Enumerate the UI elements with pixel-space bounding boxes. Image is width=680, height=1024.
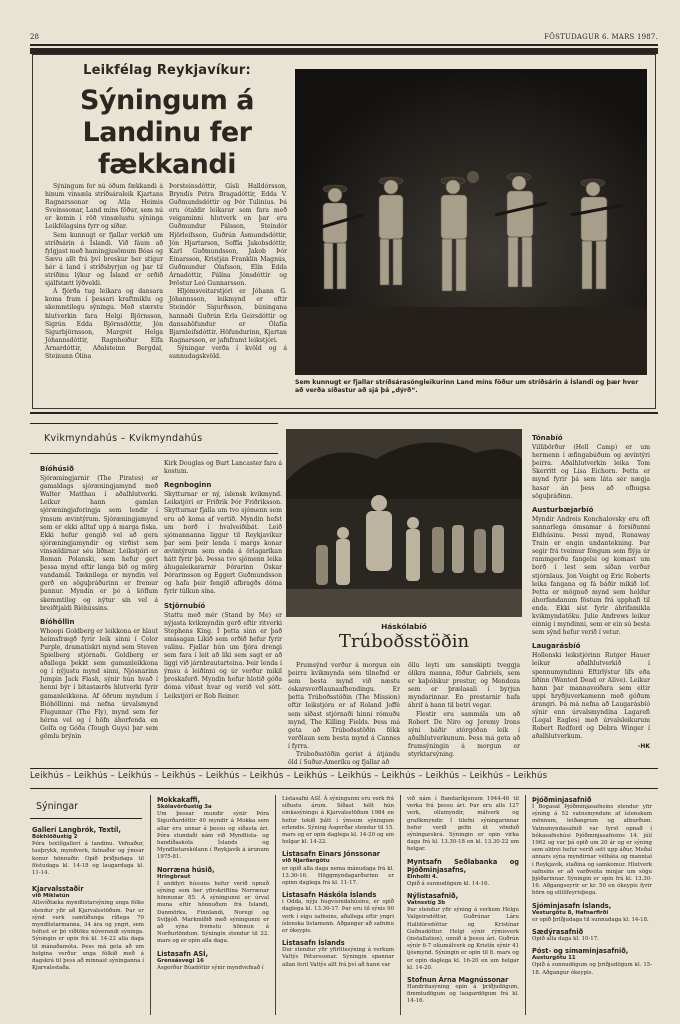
listing-address: Einholti 4. xyxy=(407,873,438,880)
listing-text: Listasafni ASÍ. Á sýningunni eru verk frá síðustu árum. Síðast hélt hún einkasýningu á Kjarvalsstöðum 1984 en hefur tekið þátt í ýmsum sýningum erlendis. Sýning Ásgerðar stendur til 15. mars og er opin daglega kl. 14-20 og um helgar kl. 14-22. xyxy=(282,796,394,846)
cinema-text: Villibörður (Hell Camp) er um hermenn í æfingabúðum og ævintýri þeirra. Aðalhlutverkin leika Tom Skerritt og Lisa Eichorn. Þetta er mynd fyrir þá sem láta sér nægja hasar án þess að ofhugsa söguþráðinn. xyxy=(532,444,650,500)
listing-text: Dur stendur yfir yfirlitssýning á verkum Valtýs Péturssonar. Sýningin spannar allan feril Valtýs allt frá því að hann var xyxy=(282,947,394,968)
listing-text: er opið þriðjudaga til sunnudaga kl. 14-18. xyxy=(532,916,649,923)
syningar-title: Sýningar xyxy=(36,801,79,812)
page-number: 28 xyxy=(30,33,39,41)
cinema-column-4 xyxy=(532,434,650,751)
theatre-feature xyxy=(32,54,656,409)
listing-text: Allsvíðtæka myndlistarsýning unga fólks stendur yfir að Kjarvalsstöðum. Þar er sýnd verk samtíðunga ríflega 70 myndlistarmanna, 34 ára og yngri, sem hófust er þó viðtöku núverandi sýninga. Sýningin er opin frá kl. 14-22 alla daga til mánaðamóta. Þess má geta að um helgina verður unga fólkið með á dagskrá til þess að minnast sýninganna í Kjarvalsstaða. xyxy=(32,900,144,972)
feature-paragraph: Sýningar verða í kvöld og á sunnudagskvöld. xyxy=(169,344,287,360)
listing-address: Bókhlöðustíg 2 xyxy=(32,834,78,840)
cinema-name: Bíóhúsið xyxy=(40,465,74,473)
listing-text: Opið á sunnudögum og þriðjudögum kl. 15-18. Aðgangur ókeypis. xyxy=(532,962,652,976)
listing-title: Póst- og símaminjasafnið, xyxy=(532,947,629,956)
listing-title: Sjóminjasafn Íslands, xyxy=(532,901,612,910)
newspaper-page xyxy=(30,30,658,1016)
listing-title: Listasafn ASÍ, xyxy=(157,949,209,958)
author-signature: -HK xyxy=(637,743,650,751)
feature-paragraph: Sýningum fer nú óðum fækkandi á hinum vinsæla stríðsáraleik Kjartans Ragnarssonar og Atla Heimis Sveinssonar, Land míns föður, sem nú er komin í röð vinsælustu sýninga Leikfélagsins fyrr og síðar. xyxy=(45,183,163,231)
film-paragraph: öllu leyti um samskipti tveggja ólíkra manna, föður Gabriels, sem er kaþólskur prestur, og Mendoza sem er þrælasali í byrjun myndarinnar. En prestarnir hafa áhrif á hann til betri vegar. xyxy=(408,662,520,710)
listing-address: Hringbraut xyxy=(157,873,191,880)
listing-text: er opið alla daga nema mánudaga frá kl. 13.30-16. Höggmyndagarðurinn er opinn daglega frá kl. 11-17. xyxy=(282,865,394,887)
feature-column-1 xyxy=(45,183,163,361)
syningar-rule xyxy=(30,818,142,819)
listing-title: Gallerí Langbrók, Textíl, xyxy=(32,826,121,834)
mission-photo xyxy=(286,429,522,617)
haskolabio-column-2 xyxy=(408,662,520,759)
leikhus-rule-top xyxy=(30,768,658,769)
feature-paragraph: Á fjórða tug leikara og dansara koma fram í þessari kraftmiklu og skemmtilegu sýningu. Með stærstu hlutverkin fara Helgi Björnsson, Sigrún Edda Björnsdóttir, Jón Sigurbjörnsson, Margrét Helga Jóhannsdóttir, Ragnheiður Elfa Arnardóttir, Aðalsteinn Bergdal, Steinunn Ólína xyxy=(45,288,163,360)
listing-title: Stofnun Árna Magnússonar xyxy=(407,976,509,985)
stage-photo xyxy=(295,69,647,375)
issue-date: FÖSTUDAGUR 6. MARS 1987. xyxy=(544,33,658,41)
running-head xyxy=(30,30,658,44)
cinema-text: Skytturnar er ný, íslensk kvikmynd. Leikstjóri er Friðrik Þór Friðriksson. Skytturnar fjalla um tvo sjómenn sem eru að koma af vertíð. Myndin hefst um borð í hvalveiðibát. Leið sjómannanna liggur til Reykjavíkur þar sem þeir lenda í margs konar ævintýrum sem enda á örlagaríkan hátt fyrir þá. Þessa tvo sjómenn leika áhugaleikararnir Þórarinn Óskar Þórarinsson og Eggert Guðmundsson og hafa þeir fengið afbragðs dóma fyrir túlkun sína. xyxy=(164,491,282,596)
section-rule xyxy=(30,412,658,414)
leikhus-band: Leikhús – Leikhús – Leikhús – Leikhús – Leikhús – Leikhús – Leikhús – Leikhús – Leikhús – Leikhús – Leikhús – Leikhús xyxy=(30,771,548,781)
cinema-text: Myndir Andreis Konchalovsky eru oft sannarlega ómsamar á forsíðunni Eldhúsinu. Þessi mynd, Runaway Train er engin undantekning. Þar segir frá tveimur föngum sem flýja úr rammgerðu fangelsi og komast um borð í lest sem síðan verður stjórnlaus. Jon Voight og Eric Roberts leika fangana og fá báðir mikið lof. Þetta er mögnuð mynd sem heldur áhorfandanum föstum frá upphafi til enda. Ekki síst fyrir áhrifamikla kvikmyndatöku. Julie Andrews leikur einnig í myndinni, sem er ein sú besta sem sýnd hefur verið í vetur. xyxy=(532,515,650,637)
listing-title: Nýlistasafnið, xyxy=(407,892,459,901)
leikhus-rule-bottom xyxy=(30,788,658,789)
listing-column-4 xyxy=(407,796,519,1006)
listing-title: Listasafn Íslands xyxy=(282,939,345,948)
cinema-text: Kirk Douglas og Burt Lancaster fara á kostum. xyxy=(164,460,282,476)
haskolabio-column-1 xyxy=(288,662,400,767)
listing-text: í Odda, nýju hugvísindahúsinu, er opið daglega kl. 13.30-17. Þar eru til sýnis 90 verk í eigu safnsins, aðallega eftir yngri íslenska listamenn. Aðgangur að safninu er ókeypis. xyxy=(282,899,394,935)
listing-address: Vatnsstíg 3b xyxy=(407,900,446,907)
cinema-name: Regnboginn xyxy=(164,481,212,490)
listing-address: Grensásvegi 16 xyxy=(157,957,204,964)
listing-address: við Miklatún xyxy=(32,893,70,900)
listing-title: Listasafn Háskóla Íslands xyxy=(282,891,377,900)
cinema-name: Austurbæjarbíó xyxy=(532,505,594,514)
cinema-column-1 xyxy=(40,460,158,741)
feature-kicker: Leikfélag Reykjavíkur: xyxy=(83,63,251,78)
cinema-name: Háskólabíó xyxy=(381,622,427,631)
feature-headline: Sýningum á Landinu fer fækkandi xyxy=(79,85,255,180)
listing-title: Myntsafn Seðlabanka og Þjóðminjasafns, xyxy=(407,857,519,874)
procession-image xyxy=(286,429,522,617)
kvikmyndahus-title: Kvikmyndahús – Kvikmyndahús xyxy=(44,433,203,444)
cinema-name: Laugarásbíó xyxy=(532,642,581,651)
cinema-text: Whoopi Goldberg er leikkona er hlaut heimsfrægð fyrir leik sinni í Color Purple, dramatískri mynd sem Steven Spielberg stjórnaði. Goldberg er aðallega þekkt sem gamanleikkona og í nýjustu mynd sinni, Njósnarinn Jumpin Jack Flash, sýnir hún hvað í henni býr í bítastærðs hlutverki fyrir gamanleikkona. Af öðrum myndum í Bíóhöllinni má nefna úrvalsmynd Flugunnar (The Fly), mynd sem fer hérna vel og í höfn áhorfenda en Golfa og Góða (Tough Guys) þar sem gömlu brýnin xyxy=(40,627,158,740)
listing-text: Þóra textílgallerí á landinu. Vefnaður, tauþrykk, myndverk, fatnaður og ýmsar konur hönnuðir. Opið þriðjudaga til föstudaga kl. 14-18 og laugardaga kl. 11-14. xyxy=(32,841,144,877)
listing-title: Þjóðminjasafnið xyxy=(532,796,592,804)
photo-caption: Sem kunnugt er fjallar stríðsárasöngleikurinn Land míns föður um stríðsárin á Íslandi og þær hver að verða síðastur að sjá þá „dýrð“. xyxy=(295,379,639,394)
cinema-text: Stattu með mér (Stand by Me) er nýjasta kvikmyndin gerð eftir ritverki Stephens King. Í þetta sinn er það smásagan Líkið sem orðið hefur fyrir valinu. Fjallar hún um fjóra drengi sem fara í leit að líki sem sagt er að liggi við járnbrautarteina. Þeir lenda í ýmsu á leiðinni og úr verður mikil þroskaferð. Myndin hefur hlotið góða dóma víðast hvar og verið vel sótt. Leikstjóri er Rob Reiner. xyxy=(164,611,282,700)
film-paragraph: Trúboðsstöðin gerist á átjándu öld í Suður-Ameríku og fjallar að xyxy=(288,751,400,767)
cinema-name: Stjörnubíó xyxy=(164,601,206,610)
feature-paragraph: Þorsteinsdóttir, Gísli Halldórsson, Bryndís Petra Bragadóttir, Edda V. Guðmundsdóttir og Þór Tulinius. Þá eru ótaldir leikarar sem fara með veigaminni hlutverk en þar eru Guðmundur Pálsson, Steindór Hjörleifsson, Guðrún Ásmundsdóttir, Jón Hjartarson, Soffía Jakobsdóttir, Karl Guðmundsson, Jakob Þór Einarsson, Kristján Franklín Magnús, Guðmundur Ólafsson, Elín Edda Árnadóttir, Pálína Jónsdóttir og Þröstur Leó Gunnarsson. xyxy=(169,183,287,288)
listing-address: Austurgötu 11 xyxy=(532,955,576,962)
listing-column-2 xyxy=(157,796,269,972)
film-paragraph: Frumsýnd verður á morgun ein þeirra kvikmynda sem tilnefnd er sem besta mynd við næstu óskarsverðlaunaafhendingu. Er þetta Trúboðsstöðin (The Mission) eftir leikstjóra er af Roland Joffé sem síðast stjórnaði hinni rómuðu mynd, The Killing Fields. Þess má geta að Trúboðsstöðin fékk verðlaun sem besta mynd á Cannes í fyrra. xyxy=(288,662,400,750)
top-rule xyxy=(30,44,658,46)
listing-title: Mokkakaffi, xyxy=(157,796,201,804)
listing-text: Í anddyri hússins hefur verið opnuð sýning sem ber yfirskriftina Norrænar hönnunar 85. Á sýningunni er úrval muna eftir hönnuðum frá Íslandi, Danmörku, Finnlandi, Noregi og Svíþjóð. Markmiðið með sýningunni er að sýna fremstu hönnun á Norðurlöndum. Sýningin stendur til 22. mars og er opin alla daga. xyxy=(157,880,269,945)
cinema-text: Sjóræningjarnir (The Pirates) er gamaldags sjóræningjamynd með Walter Matthau í aðalhlutverki. Leikur hann gamlan sjóræningjaforingja sem lendir í ýmsum ævintýrum. Sjóræningjamynd sem er ekki alltaf upp á marga fiska. Ekki hefur gengið vel að gera sjóræningjamyndir og virðist sem vinsældirnar séu liðnar. Leikstjóri er Roman Polanski, sem hefur gert þessa mynd eftir langa bið og mörg vandamál. Tæknilega er myndin vel gerð en söguþráðurinn er fremur þunnur. Myndin er þó á köflum skemmtileg og nýtur sín vel á breiðtjaldi Bíóhússins. xyxy=(40,475,158,612)
feature-column-2 xyxy=(169,183,287,361)
cinema-name: Tónabíó xyxy=(532,434,563,442)
cinema-text: Hollenski leikstjórinn Rutger Hauer leikur aðalhlutverkið í spennumyndinni Eftirlýstur lífs eða liðinn (Wanted Dead or Alive). Leikur hann þar mannaveiðara sem eltir uppi hryðjuverkamenn með góðum árangri. Þá má nefna að Laugarásbíó sýnir enn úrvalsmyndina Lagarefi (Legal Eagles) með úrvalsleikurum Robert Redford og Debra Winger í aðalhlutverkum. xyxy=(532,652,650,741)
listing-text: Um þessar mundir sýnir Þóra Sigurðardóttir 40 myndir á Mokka sem allar eru unnar á þessu og síðasta ári. Þóra stundaði nám við Myndlista- og handíðaskóla Íslands og Myndlistarskólann í Reykjavík á árunum 1975-81. xyxy=(157,811,269,861)
listing-text: Í Bogasal Þjóðminjasafnsins stendur yfir sýning á 52 vatnsmyndum af íslenskum mönnum, leiðangrum og atburðum. Vatnsmyndasafnið var fyrst opnað í bókasafnshúsi Þjóðminjasafnsins 14. júlí 1962 og var þá opið um 20 ár og er sýning sem aldrei hefur verið sett upp áður. Meðal annars sýna myndirnar vélbáta og manntal í Reykjavík, staðina og samkomur. Hlutverk safnsins er að varðveita minjar um sögu þjóðarinnar. Sýningin er opin frá kl. 13.30-16. Aðgangseyrir er kr. 50 en ókeypis fyrir börn og ellilífeyrisþega. xyxy=(532,804,652,897)
listing-address: Skólavörðustíg 3a xyxy=(157,804,212,810)
listing-address: við Njarðargötu xyxy=(282,858,330,865)
listing-text: Þar stendur yfir sýning á verkum Helgu Valgeirsdóttur, Guðrúnar Láru Halldórsdóttur og Kristínar Guðnadóttur. Helgi sýnir rýmisverk (installation), unnið á þessu ári. Guðrún sýnir 6-7 olíumálverk og Kristín sýnir 41 ljósmynd. Sýningin er opin til 8. mars og er opin daglega kl. 16-20 en um helgar kl. 14-20. xyxy=(407,907,519,971)
feature-paragraph: Sem kunnugt er fjallar verkið um stríðsárin á Íslandi. Við fáum að fylgjast með hamingjusömum Bóas og Sævu allt frá því breskur her stígur hér á land í stríðsbyrjun og þar til stríðinu lýkur og Ísland er orðið sjálfstætt lýðveldi. xyxy=(45,231,163,288)
kvikmyndahus-band xyxy=(30,423,300,455)
listing-address: Vesturgötu 8, Hafnarfirði xyxy=(532,909,609,916)
soldiers-image xyxy=(295,69,647,375)
listing-text: Opið alla daga kl. 10-17. xyxy=(532,936,599,943)
listing-title: Sædýrasafnið xyxy=(532,928,584,937)
listing-column-3 xyxy=(282,796,394,969)
cinema-name: Bíóhöllin xyxy=(40,617,75,626)
listing-text: Handritasýning opin á þriðjudögum, fimmtudögum og laugardögum frá kl. 14-16. xyxy=(407,984,519,1005)
film-paragraph: Flestir eru sammála um að Robert De Niro og Jeremy Irons sýni báðir stórgóðan leik í aðalhlutverkunum. Þess má geta að frumsýningin á morgun er styrktarsýning. xyxy=(408,710,520,759)
listing-title: Kjarvalsstaðir xyxy=(32,885,84,894)
listing-text: við nám í Bandaríkjunum 1944-46 til verka frá þessu ári. Þar eru alls 127 verk, olíumyndir, málverk og grafíkmyndir. Í tilefni sýningarinnar hefur verið gefin út vönduð sýningarskrá. Sýningin er opin virka daga frá kl. 13.30-18 en kl. 13.30-22 um helgar. xyxy=(407,796,519,853)
listing-column-5 xyxy=(532,796,652,977)
feature-paragraph: Hljómsveitarstjóri er Jóhann G. Jóhannsson, leikmynd er eftir Steindór Sigurðsson, búningana hannaði Guðrún Erla Geirsdóttir og dansahöfundur er Ólafía Bjarnleifsdóttir. Höfundurinn, Kjartan Ragnarsson, er jafnframt leikstjóri. xyxy=(169,288,287,344)
haskolabio-heading xyxy=(286,622,522,653)
listing-title: Listasafn Einars Jónssonar xyxy=(282,850,381,859)
film-title: Trúboðsstöðin xyxy=(338,631,470,652)
listing-text: Ásgerður Búadóttir sýnir myndvefnað í xyxy=(157,964,264,971)
listing-text: Opið á sunnudögum kl. 14-16. xyxy=(407,880,490,887)
listing-title: Norræna húsið, xyxy=(157,865,215,874)
listing-column-1 xyxy=(32,822,144,972)
cinema-column-2 xyxy=(164,460,282,701)
